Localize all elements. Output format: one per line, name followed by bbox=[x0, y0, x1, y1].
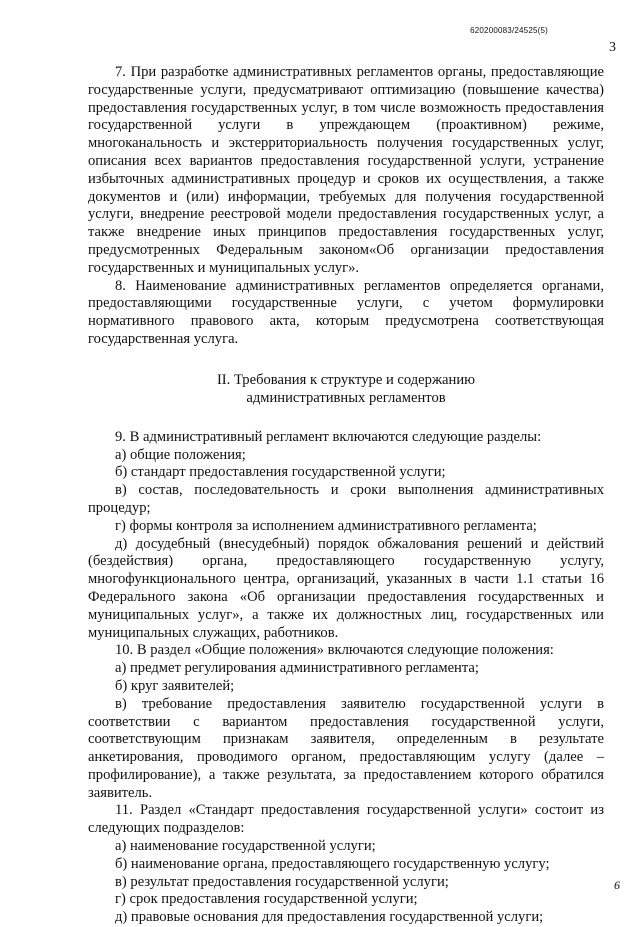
list-item: г) формы контроля за исполнением административного регламента; bbox=[115, 517, 537, 534]
list-item: в) результат предоставления государственной услуги; bbox=[115, 873, 449, 890]
paragraph-7: 7. При разработке административных регламентов органы, предоставляющие государственные услуги, предусматривают оптимизацию (повышение качества) предоставления государственных услуг, в том числе возможность предоставления государственной услуги в упреждающем (проактивном) режиме, многоканальность и экстерриториальность получения государственных услуг, описания всех вариантов предоставления государственной услуги, устранение избыточных административных процедур и сроков их осуществления, а также документов и (или) информации, требуемых для получения государственной услуги, внедрение реестровой модели предоставления государственных услуг, а также внедрение иных принципов предоставления государственных услуг, предусмотренных Федеральным законом«Об организации предоставления государственных и муниципальных услуг». bbox=[88, 64, 604, 276]
section-heading-line-1: II. Требования к структуре и содержанию bbox=[216, 371, 476, 388]
paragraph-10: 10. В раздел «Общие положения» включаются следующие положения: bbox=[115, 642, 554, 659]
list-item: б) круг заявителей; bbox=[115, 677, 235, 694]
paragraph-11: 11. Раздел «Стандарт предоставления государственной услуги» состоит из следующих подразделов: bbox=[88, 802, 604, 837]
list-item: в) состав, последовательность и сроки выполнения административных процедур; bbox=[88, 482, 604, 516]
list-item: б) наименование органа, предоставляющего государственную услугу; bbox=[115, 855, 550, 872]
list-item: д) досудебный (внесудебный) порядок обжалования решений и действий (бездействия) органа, предоставляющего государственную услугу, многофункционального центра, организаций, указанных в части 1.1 статьи 16 Федерального закона «Об организации предоставления государственных и муниципальных услуг», а также их должностных лиц, государственных или муниципальных служащих, работников. bbox=[88, 535, 604, 641]
section-heading bbox=[88, 371, 604, 407]
list-item: а) предмет регулирования административного регламента; bbox=[115, 660, 479, 677]
handwritten-mark: 6 bbox=[614, 878, 620, 892]
section-heading-line-2: административных регламентов bbox=[246, 389, 446, 406]
page-number: 3 bbox=[609, 40, 616, 55]
document-body bbox=[88, 64, 604, 927]
list-item: в) требование предоставления заявителю государственной услуги в соответствии с вариантом предоставления государственной услуги, соответствующим признакам заявителя, определенным в результате анкетирования, проводимого органом, предоставляющим услугу (далее – профилирование), а также результата, за предоставлением которого обратился заявитель. bbox=[88, 695, 604, 801]
document-code: 620200083/24525(5) bbox=[470, 26, 548, 35]
list-item: а) наименование государственной услуги; bbox=[115, 838, 376, 855]
paragraph-8: 8. Наименование административных регламентов определяется органами, предоставляющими государственные услуги, с учетом формулировки нормативного правового акта, которым предусмотрена соответствующая государственная услуга. bbox=[88, 277, 604, 347]
list-item: д) правовые основания для предоставления государственной услуги; bbox=[115, 909, 544, 926]
list-item: а) общие положения; bbox=[115, 446, 246, 463]
paragraph-9: 9. В административный регламент включаются следующие разделы: bbox=[115, 428, 542, 445]
list-item: г) срок предоставления государственной услуги; bbox=[115, 891, 418, 908]
list-item: б) стандарт предоставления государственной услуги; bbox=[115, 464, 446, 481]
